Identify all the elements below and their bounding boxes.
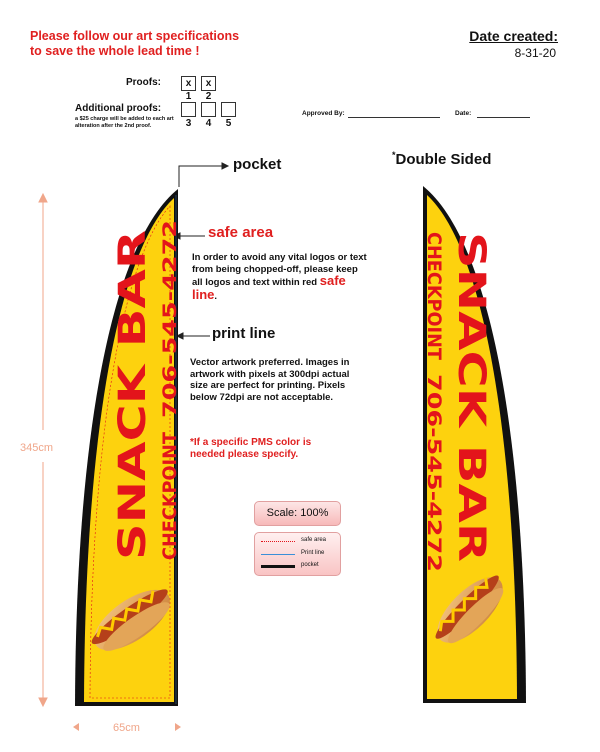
warning-line-1: Please follow our art specifications (30, 29, 240, 43)
legend-print-line-label: Print line (301, 550, 325, 556)
width-dimension-arrow (73, 723, 181, 731)
proof-checkbox-1[interactable]: x (181, 76, 196, 91)
pocket-arrow (179, 163, 228, 187)
flag-back-subtitle: CHECKPOINT (423, 232, 445, 370)
print-line-arrow (177, 333, 210, 339)
flag-front (75, 189, 181, 706)
height-dimension: 345cm (20, 442, 54, 454)
safe-area-text: In order to avoid any vital logos or text from being chopped-off, please keep all logos and text within red (192, 252, 367, 288)
vector-artwork-note: Vector artwork preferred. Images in artwork with pixels at 300dpi actual size are perfect for printing. Pixels below 72dpi are not acceptable. (190, 357, 350, 403)
flag-front-phone: 706-545-4272 (159, 270, 181, 418)
scale-badge: Scale: 100% (254, 501, 341, 526)
additional-proofs-label: Additional proofs: (75, 103, 162, 114)
safe-line-term: safe line (192, 273, 346, 302)
proof-charge-note: a $25 charge will be added to each art alteration after the 2nd proof. (75, 116, 174, 129)
legend-pocket-label: pocket (301, 562, 319, 568)
legend-safe-area-label: safe area (301, 537, 327, 543)
double-sided-text: Double Sided (395, 151, 492, 168)
proof-number-2: 2 (205, 91, 212, 102)
additional-proof-number-5: 5 (225, 118, 232, 129)
print-line-heading: print line (212, 325, 276, 342)
date-created-value: 8-31-20 (514, 46, 556, 60)
additional-proof-number-4: 4 (205, 118, 212, 129)
date-created-label: Date created: (469, 28, 558, 44)
warning-line-2: to save the whole lead time ! (30, 44, 200, 58)
double-sided-asterisk: * (392, 150, 396, 160)
proof-checkbox-2[interactable]: x (201, 76, 216, 91)
pocket-label: pocket (233, 156, 282, 173)
flag-back-title: SNACK BAR (450, 232, 493, 473)
safe-area-heading: safe area (208, 224, 274, 241)
pms-color-note: *If a specific PMS color is needed please specify. (190, 437, 312, 460)
proofs-label: Proofs: (126, 77, 161, 88)
height-dimension-arrow (39, 194, 47, 706)
flag-back-phone: 706-545-4272 (423, 374, 445, 522)
safe-line-period: . (214, 290, 218, 302)
additional-proof-number-3: 3 (185, 118, 192, 129)
approved-by-label: Approved By: (302, 110, 345, 117)
width-dimension: 65cm (113, 722, 140, 734)
flag-back (423, 186, 526, 703)
flag-front-subtitle: CHECKPOINT (159, 422, 181, 560)
proof-number-1: 1 (185, 91, 192, 102)
approval-date-label: Date: (455, 110, 472, 117)
flag-front-title: SNACK BAR (111, 319, 154, 560)
